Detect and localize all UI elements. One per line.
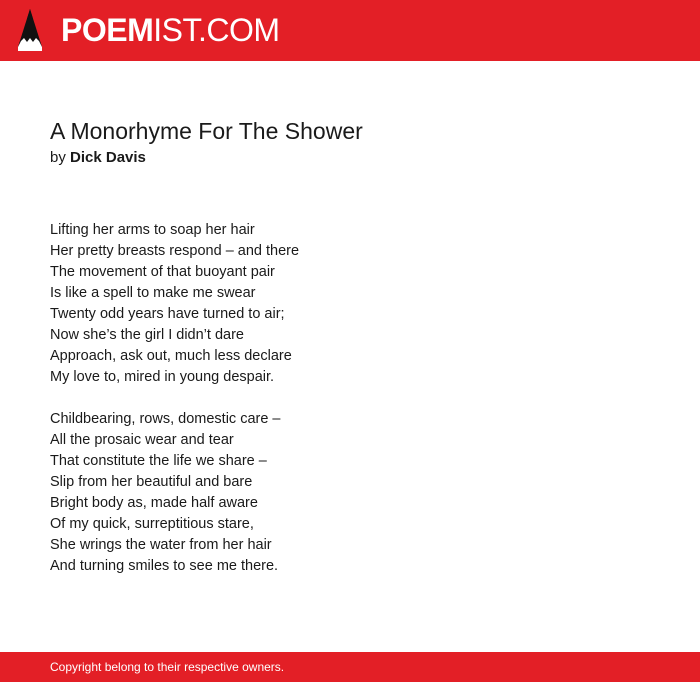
poem-line: Slip from her beautiful and bare — [50, 474, 253, 490]
stanza-1 — [50, 220, 650, 388]
poem-line: All the prosaic wear and tear — [50, 432, 234, 448]
byline — [50, 148, 650, 168]
poem-line: Twenty odd years have turned to air; — [50, 306, 285, 322]
by-label: by — [50, 149, 66, 166]
brand-bold: POEM — [61, 12, 154, 48]
poem-line: The movement of that buoyant pair — [50, 264, 275, 280]
poem-line: And turning smiles to see me there. — [50, 558, 279, 574]
poem-line: Of my quick, surreptitious stare, — [50, 516, 254, 532]
poem-line: That constitute the life we share – — [50, 453, 267, 469]
brand-light: IST.COM — [153, 12, 280, 48]
pencil-tip-icon[interactable] — [17, 9, 43, 51]
poem-line: Childbearing, rows, domestic care – — [50, 411, 281, 427]
author-name: Dick Davis — [70, 149, 146, 166]
poem-line: My love to, mired in young despair. — [50, 369, 275, 385]
poem-line: Is like a spell to make me swear — [50, 285, 256, 301]
copyright-notice: Copyright belong to their respective owners. — [50, 660, 285, 674]
poem-content — [50, 116, 650, 577]
poem-title: A Monorhyme For The Shower — [50, 118, 363, 144]
poem-line: Bright body as, made half aware — [50, 495, 258, 511]
poem-line: Lifting her arms to soap her hair — [50, 222, 255, 238]
poem-line: Now she’s the girl I didn’t dare — [50, 327, 244, 343]
poem-line: She wrings the water from her hair — [50, 537, 272, 553]
site-footer — [0, 652, 700, 682]
site-header — [0, 0, 700, 61]
site-logo[interactable] — [61, 12, 280, 48]
poem-line: Her pretty breasts respond – and there — [50, 243, 300, 259]
stanza-2 — [50, 409, 650, 577]
poem-line: Approach, ask out, much less declare — [50, 348, 292, 364]
